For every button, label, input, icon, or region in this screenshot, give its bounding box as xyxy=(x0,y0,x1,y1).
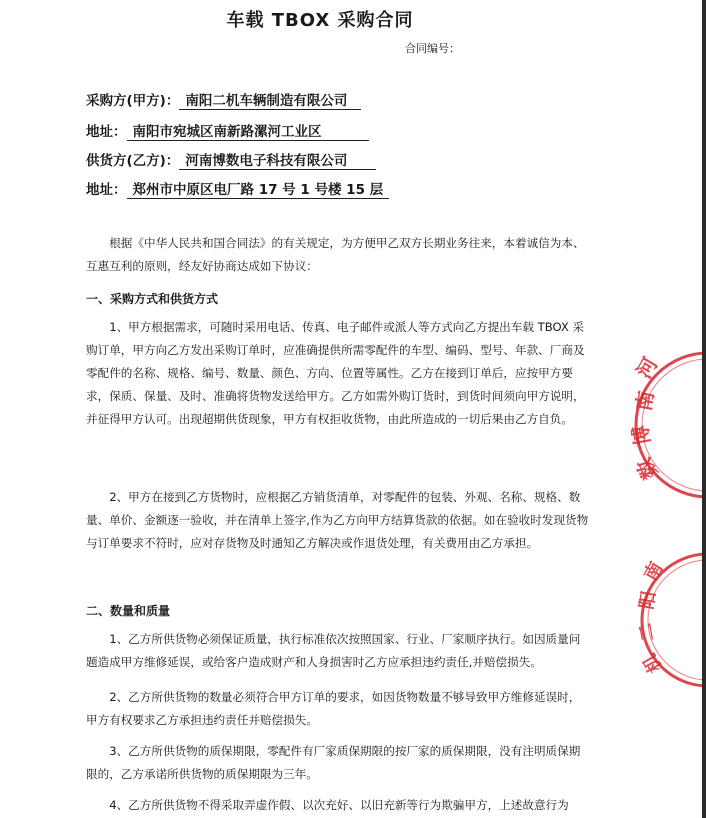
section1-heading: 一、采购方式和供货方式 xyxy=(86,292,219,306)
svg-text:南: 南 xyxy=(640,558,668,585)
svg-text:南: 南 xyxy=(631,389,659,413)
section2-clause2: 2、乙方所供货物的数量必须符合甲方订单的要求，如因货物数量不够导致甲方维修延误时，甲方有权要求乙方承担违约责任并赔偿损失。 xyxy=(86,690,581,727)
contract-number-label: 合同编号： xyxy=(405,42,460,55)
buyer-address-row xyxy=(86,120,369,141)
buyer-address-value: 南阳市宛城区南新路漯河工业区 xyxy=(127,120,369,141)
svg-text:阳: 阳 xyxy=(636,589,661,611)
section2-heading: 二、数量和质量 xyxy=(86,604,171,618)
svg-text:二: 二 xyxy=(635,621,659,643)
supplier-address-value: 郑州市中原区电厂路 17 号 1 号楼 15 层 xyxy=(127,178,390,199)
supplier-address-row xyxy=(86,178,389,199)
svg-text:机: 机 xyxy=(639,649,667,676)
svg-text:博: 博 xyxy=(628,423,655,448)
buyer-seal-stamp xyxy=(628,548,706,698)
supplier-value: 河南博数电子科技有限公司 xyxy=(179,149,376,170)
supplier-seal-stamp xyxy=(628,340,706,510)
supplier-row xyxy=(86,149,376,170)
preamble: 根据《中华人民共和国合同法》的有关规定，为方便甲乙双方长期业务往来，本着诚信为本、互惠互利的原则，经友好协商达成如下协议： xyxy=(86,236,585,273)
supplier-label: 供货方(乙方)： xyxy=(86,153,180,169)
buyer-row xyxy=(86,89,361,110)
section2-clause4: 4、乙方所供货物不得采取弄虚作假、以次充好、以旧充新等行为欺骗甲方，上述故意行为 xyxy=(109,798,569,812)
svg-text:河: 河 xyxy=(631,353,663,383)
buyer-address-label: 地址： xyxy=(86,124,127,140)
section1-clause1: 1、甲方根据需求，可随时采用电话、传真、电子邮件或派人等方式向乙方提出车载 TBOX 采购订单，甲方向乙方发出采购订单时，应准确提供所需零配件的车型、编码、型号、年款、厂商及零配件的名称、规格、编号、数量、颜色、方向、位置等属性。乙方在接到订单后，应按甲方要求，保质、保量、及时、准确将货物发送给甲方。乙方如需外购订货时，到货时间须向甲方说明，并征得甲方认可。出现超期供货现象，甲方有权拒收货物，由此所造成的一切后果由乙方自负。 xyxy=(86,320,585,426)
page-title: 车载 TBOX 采购合同 xyxy=(226,10,414,31)
supplier-address-label: 地址： xyxy=(86,182,127,198)
section2-clause3: 3、乙方所供货物的质保期限，零配件有厂家质保期限的按厂家的质保期限，没有注明质保期限的，乙方承诺所供货物的质保期限为三年。 xyxy=(86,744,581,781)
page-edge xyxy=(702,0,706,818)
svg-text:数: 数 xyxy=(631,454,663,484)
buyer-value: 南阳二机车辆制造有限公司 xyxy=(179,89,361,110)
section1-clause2: 2、甲方在接到乙方货物时，应根据乙方销货清单，对零配件的包装、外观、名称、规格、数量、单价、金额逐一验收，并在清单上签字,作为乙方向甲方结算货款的依据。如在验收时发现货物与订单要求不符时，应对存货物及时通知乙方解决或作退货处理，有关费用由乙方承担。 xyxy=(86,490,589,550)
buyer-label: 采购方(甲方)： xyxy=(86,93,180,109)
section2-clause1: 1、乙方所供货物必须保证质量，执行标准依次按照国家、行业、厂家顺序执行。如因质量问题造成甲方维修延误，或给客户造成财产和人身损害时乙方应承担违约责任,并赔偿损失。 xyxy=(86,632,581,669)
